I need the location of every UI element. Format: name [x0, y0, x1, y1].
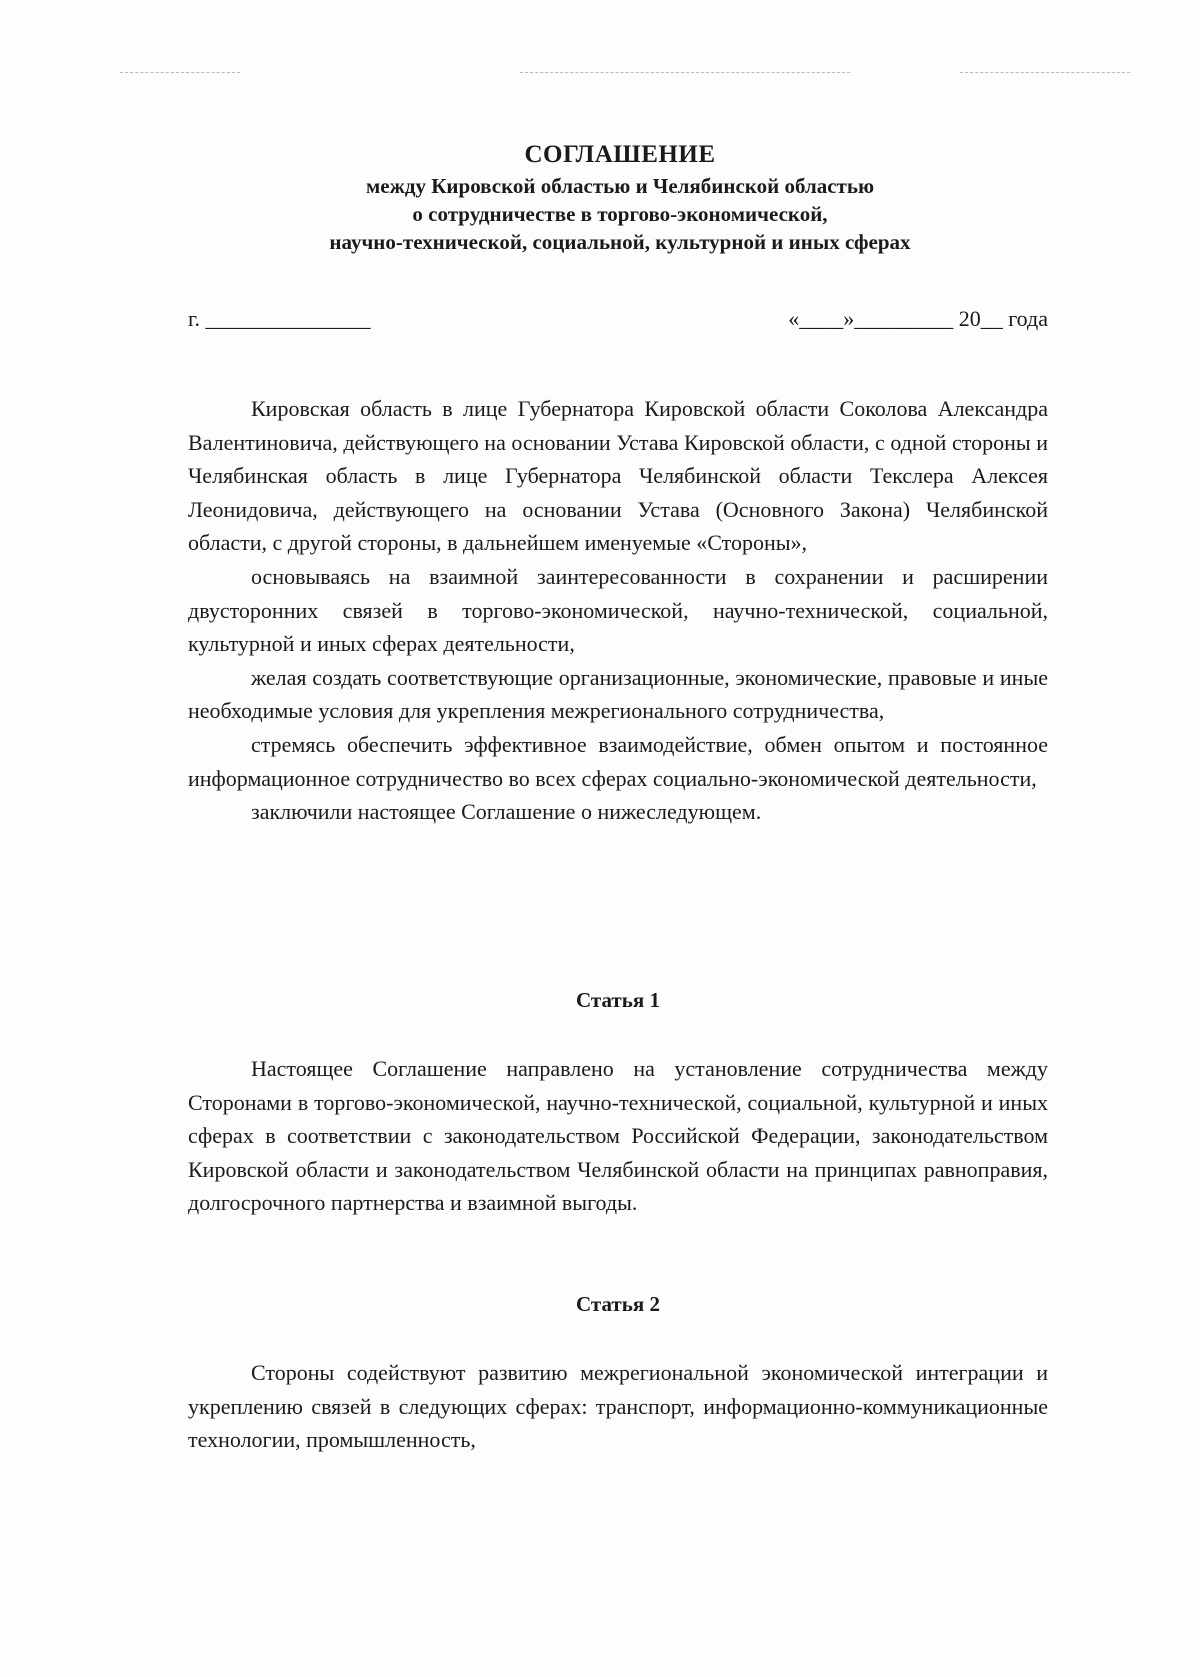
signing-date: «____»_________ 20__ года — [788, 306, 1048, 331]
signing-place: г. _______________ — [188, 306, 371, 331]
place-date-row — [188, 306, 1048, 340]
article-paragraph: Стороны содействуют развитию межрегиональной экономической интеграции и укреплению связей в следующих сферах: транспорт, информационно-коммуникационные технологии, промышленность, — [188, 1360, 1048, 1453]
document-title-block — [180, 138, 1060, 256]
document-subtitle-line: между Кировской областью и Челябинской областью — [365, 174, 875, 198]
article-paragraph: Настоящее Соглашение направлено на установление сотрудничества между Сторонами в торгово-экономической, научно-технической, социальной, культурной и иных сферах в соответствии с законодательством Российской Федерации, законодательством Кировской области и законодательством Челябинской области на принципах равноправия, долгосрочного партнерства и взаимной выгоды. — [188, 1056, 1048, 1216]
article-heading: Статья 2 — [576, 1292, 660, 1316]
document-subtitle-line: о сотрудничестве в торгово-экономической, — [412, 202, 828, 226]
scan-artifact-line — [120, 72, 240, 74]
scan-artifact-line — [960, 72, 1130, 74]
article-heading: Статья 1 — [576, 988, 660, 1012]
preamble-paragraph: желая создать соответствующие организационные, экономические, правовые и иные необходимые условия для укрепления межрегионального сотрудничества, — [188, 664, 1048, 724]
preamble-paragraph: заключили настоящее Соглашение о нижеследующем. — [251, 799, 762, 825]
preamble — [188, 392, 1048, 829]
preamble-paragraph: Кировская область в лице Губернатора Кировской области Соколова Александра Валентиновича, действующего на основании Устава Кировской области, с одной стороны и Челябинская область в лице Губернатора Челябинской области Текслера Алексея Леонидовича, действующего на основании Устава (Основного Закона) Челябинской области, с другой стороны, в дальнейшем именуемые «Стороны», — [188, 396, 1048, 556]
article-text — [188, 1356, 1048, 1457]
document-title: СОГЛАШЕНИЕ — [524, 141, 716, 168]
article-text — [188, 1052, 1048, 1220]
document-subtitle-line: научно-технической, социальной, культурной и иных сферах — [329, 230, 911, 254]
scan-artifact-line — [520, 72, 850, 74]
preamble-paragraph: основываясь на взаимной заинтересованности в сохранении и расширении двусторонних связей в торгово-экономической, научно-технической, социальной, культурной и иных сферах деятельности, — [188, 563, 1048, 657]
preamble-paragraph: стремясь обеспечить эффективное взаимодействие, обмен опытом и постоянное информационное сотрудничество во всех сферах социально-экономической деятельности, — [188, 731, 1048, 791]
